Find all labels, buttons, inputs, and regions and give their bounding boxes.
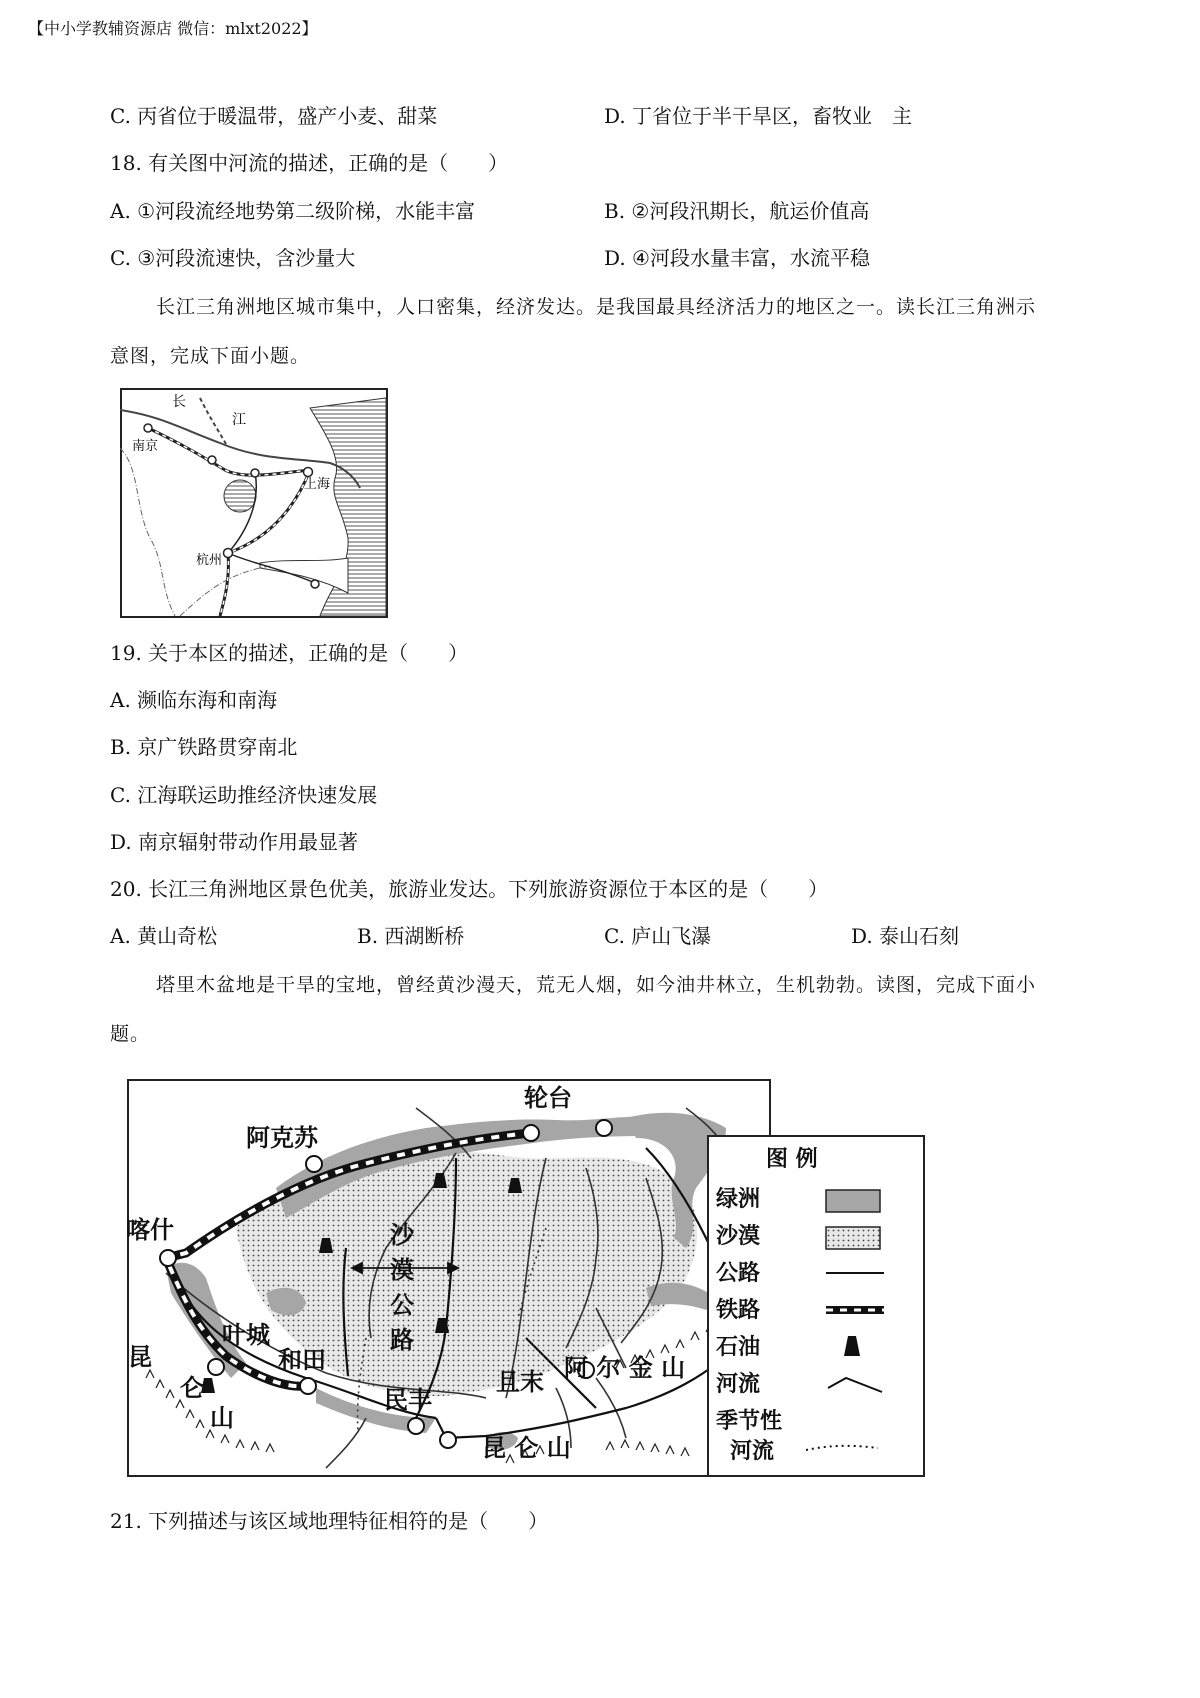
city-label-nanjing: 南京 — [132, 439, 159, 454]
q18-option-d: D. ④河段水量丰富，水流平稳 — [604, 246, 870, 270]
city-label-hetian: 和田 — [278, 1346, 326, 1374]
city-label-shanghai: 上海 — [304, 477, 331, 492]
yangtze-label-chang: 长 — [172, 394, 186, 410]
kunlun-left-char-2: 仑 — [180, 1374, 204, 1402]
city-label-aksu: 阿克苏 — [246, 1124, 318, 1152]
q18-option-c: C. ③河段流速快，含沙量大 — [110, 246, 356, 270]
legend-oil-label: 石油 — [716, 1335, 761, 1360]
q19-option-c: C. 江海联运助推经济快速发展 — [110, 783, 378, 807]
q18-option-a: A. ①河段流经地势第二级阶梯，水能丰富 — [110, 199, 476, 223]
yangtze-delta-map — [120, 388, 388, 618]
tarim-intro-line2: 题。 — [110, 1023, 151, 1045]
desert-road-char-3: 公 — [390, 1291, 414, 1319]
city-label-minfeng: 民丰 — [384, 1386, 432, 1414]
yangtze-intro-line2: 意图，完成下面小题。 — [110, 345, 311, 367]
desert-road-char-2: 漠 — [390, 1256, 414, 1284]
city-label-yecheng: 叶城 — [222, 1321, 270, 1349]
q17-option-c: C. 丙省位于暖温带，盛产小麦、甜菜 — [110, 104, 438, 128]
q19-option-d: D. 南京辐射带动作用最显著 — [110, 830, 359, 854]
yangtze-intro-line1: 长江三角洲地区城市集中，人口密集，经济发达。是我国最具经济活力的地区之一。读长江三角洲示 — [156, 296, 1037, 318]
desert-road-char-4: 路 — [390, 1326, 414, 1354]
desert-road-char-1: 沙 — [390, 1221, 414, 1249]
tarim-basin-map — [126, 1078, 926, 1480]
tarim-intro-line1: 塔里木盆地是干旱的宝地，曾经黄沙漫天，荒无人烟，如今油井林立，生机勃勃。读图，完成下面小 — [156, 974, 1037, 996]
yangtze-label-jiang: 江 — [232, 412, 246, 428]
q18-stem: 18. 有关图中河流的描述，正确的是（ ） — [110, 151, 509, 175]
header-watermark: 【中小学教辅资源店 微信：mlxt2022】 — [28, 19, 318, 38]
legend-desert-label: 沙漠 — [716, 1224, 761, 1249]
q20-option-b: B. 西湖断桥 — [357, 924, 465, 948]
legend-highway-label: 公路 — [716, 1261, 761, 1286]
legend-seasonal-river-label-1: 季节性 — [716, 1409, 783, 1434]
legend-oasis-swatch — [826, 1190, 880, 1212]
city-label-hangzhou: 杭州 — [196, 553, 223, 568]
q21-stem: 21. 下列描述与该区域地理特征相符的是（ ） — [110, 1509, 549, 1533]
q19-option-a: A. 濒临东海和南海 — [110, 688, 278, 712]
q20-option-a: A. 黄山奇松 — [110, 924, 218, 948]
q20-option-d: D. 泰山石刻 — [851, 924, 960, 948]
city-label-kashi: 喀什 — [126, 1216, 174, 1244]
legend-river-label: 河流 — [716, 1372, 761, 1397]
legend-railway-label: 铁路 — [716, 1298, 761, 1323]
q17-option-d: D. 丁省位于半干旱区，畜牧业 主 — [604, 104, 913, 128]
q18-option-b: B. ②河段汛期长，航运价值高 — [604, 199, 870, 223]
legend-oasis-label: 绿洲 — [716, 1187, 761, 1212]
q19-option-b: B. 京广铁路贯穿南北 — [110, 735, 298, 759]
legend-desert-swatch — [826, 1227, 880, 1249]
q20-option-c: C. 庐山飞瀑 — [604, 924, 712, 948]
q20-stem: 20. 长江三角洲地区景色优美，旅游业发达。下列旅游资源位于本区的是（ ） — [110, 877, 829, 901]
kunlun-left-char-1: 昆 — [128, 1343, 152, 1371]
legend-title: 图 例 — [766, 1147, 818, 1172]
q19-stem: 19. 关于本区的描述，正确的是（ ） — [110, 641, 469, 665]
city-label-luntai: 轮台 — [524, 1084, 572, 1112]
kunlun-bottom-label: 昆 仑 山 — [482, 1434, 571, 1462]
legend-seasonal-river-label-2: 河流 — [730, 1439, 775, 1464]
map-legend — [708, 1136, 924, 1476]
kunlun-left-char-3: 山 — [210, 1404, 234, 1432]
altun-label: 阿 尔 金 山 — [564, 1354, 686, 1382]
city-label-qiemo: 且末 — [496, 1368, 544, 1396]
